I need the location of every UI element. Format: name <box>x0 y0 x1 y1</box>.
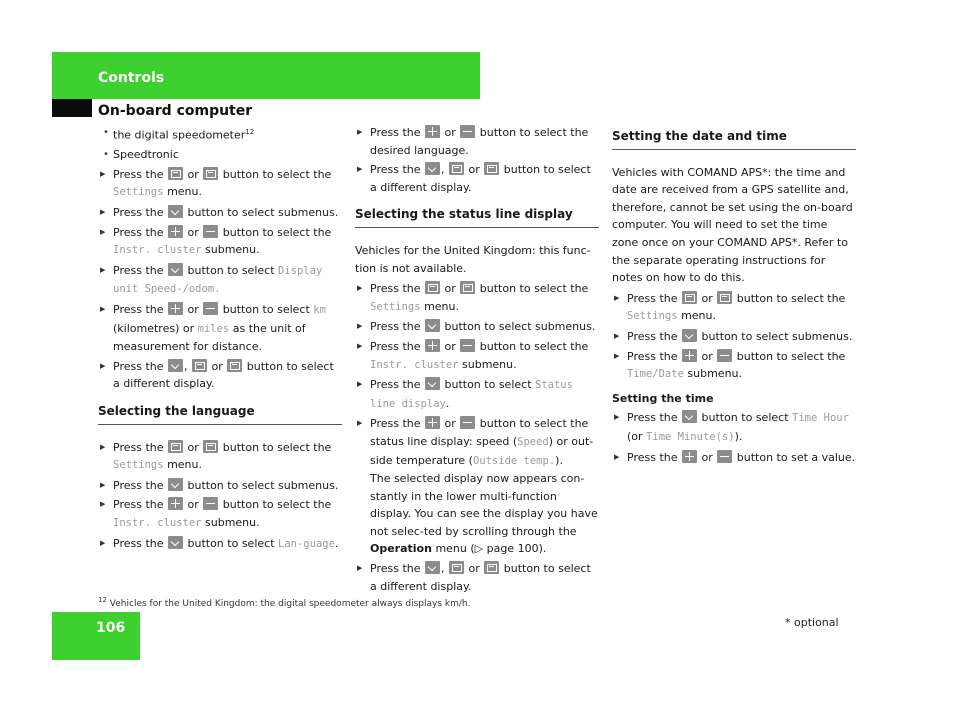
footnote-ref: 12 <box>245 128 255 136</box>
heading-status-line: Selecting the status line display <box>355 206 599 228</box>
screen-back-icon <box>449 162 464 175</box>
list-item: • the digital speedometer$^{12}$ <box>98 124 342 144</box>
step: ▶ Press the , or button to select a different display. <box>355 161 599 196</box>
minus-icon <box>460 125 475 138</box>
step: ▶ Press the or button to select the Settings menu. <box>98 166 342 202</box>
minus-icon <box>203 302 218 315</box>
plus-icon <box>168 497 183 510</box>
step: ▶ Press the or button to select the Settings menu. <box>612 290 856 326</box>
step: ▶ Press the or button to set a value. <box>612 449 856 467</box>
step: ▶ Press the button to select submenus. <box>612 328 856 346</box>
plus-icon <box>682 349 697 362</box>
step: ▶ Press the or button to select the Settings menu. <box>98 439 342 475</box>
plus-icon <box>425 339 440 352</box>
chevron-down-icon <box>168 263 183 276</box>
chevron-down-icon <box>425 319 440 332</box>
screen-back-icon <box>449 561 464 574</box>
step: ▶ Press the button to select Status line display. <box>355 376 599 413</box>
chevron-down-icon <box>682 329 697 342</box>
column-2 <box>355 124 599 597</box>
page-number: 106 <box>96 620 126 636</box>
step: ▶ Press the button to select Lan-guage. <box>98 535 342 554</box>
screen-back-icon <box>425 281 440 294</box>
chevron-down-icon <box>168 478 183 491</box>
heading-selecting-language: Selecting the language <box>98 403 342 425</box>
intro-text: Vehicles with COMAND APS*: the time and date are received from a GPS satellite and, therefore, cannot be set using the on-board computer. You will need to set the time zone once on your COMAND APS*. Refer to the separate operating instructions for notes on how to do this. <box>612 165 853 285</box>
step: ▶ Press the button to select Time Hour (or Time Minute(s)). <box>612 409 856 446</box>
step: ▶ Press the or button to select the status line display: speed (Speed) or out-side temperature (Outside temp.). The selected display now appears con-stantly in the lower multi-function display. You can see the display you have not selec-ted by scrolling through the Operation menu (▷ page 100). <box>355 415 599 558</box>
minus-icon <box>203 497 218 510</box>
subheading-setting-time: Setting the time <box>612 391 714 405</box>
chevron-down-icon <box>425 377 440 390</box>
screen-back-icon <box>192 359 207 372</box>
plus-icon <box>682 450 697 463</box>
screen-back-icon <box>168 440 183 453</box>
intro-text: Vehicles for the United Kingdom: this func-tion is not available. <box>355 243 591 275</box>
screen-forward-icon <box>227 359 242 372</box>
step: ▶ Press the or button to select the Settings menu. <box>355 280 599 316</box>
step: ▶ Press the or button to select the Instr. cluster submenu. <box>98 224 342 260</box>
screen-forward-icon <box>484 561 499 574</box>
step: ▶ Press the or button to select km (kilometres) or miles as the unit of measurement for distance. <box>98 301 342 356</box>
screen-forward-icon <box>203 167 218 180</box>
plus-icon <box>425 125 440 138</box>
plus-icon <box>425 416 440 429</box>
plus-icon <box>168 302 183 315</box>
step: ▶ Press the or button to select the Instr. cluster submenu. <box>98 496 342 532</box>
section-marker <box>52 99 92 117</box>
chevron-down-icon <box>168 536 183 549</box>
step: ▶ Press the or button to select the Time/Date submenu. <box>612 348 856 384</box>
step: ▶ Press the button to select submenus. <box>98 204 342 222</box>
screen-forward-icon <box>484 162 499 175</box>
chevron-down-icon <box>168 205 183 218</box>
heading-date-time: Setting the date and time <box>612 128 856 150</box>
step: ▶ Press the button to select submenus. <box>355 318 599 336</box>
column-3 <box>612 124 856 468</box>
step: ▶ Press the button to select Display unit Speed-/odom. <box>98 262 342 299</box>
step: ▶ Press the , or button to select a different display. <box>355 560 599 595</box>
chevron-down-icon <box>168 359 183 372</box>
screen-forward-icon <box>717 291 732 304</box>
chevron-down-icon <box>425 561 440 574</box>
chevron-down-icon <box>425 162 440 175</box>
list-item: • Speedtronic <box>98 146 342 164</box>
minus-icon <box>717 349 732 362</box>
chevron-down-icon <box>682 410 697 423</box>
footnote: $^{12}$ Vehicles for the United Kingdom: the digital speedometer always displays km/h. <box>98 596 471 609</box>
minus-icon <box>460 416 475 429</box>
step: ▶ Press the button to select submenus. <box>98 477 342 495</box>
minus-icon <box>717 450 732 463</box>
minus-icon <box>203 225 218 238</box>
column-1 <box>98 124 342 555</box>
chapter-title: Controls <box>98 70 165 86</box>
plus-icon <box>168 225 183 238</box>
section-title: On-board computer <box>98 103 253 119</box>
minus-icon <box>460 339 475 352</box>
screen-forward-icon <box>203 440 218 453</box>
optional-note: * optional <box>785 616 839 629</box>
step: ▶ Press the or button to select the desired language. <box>355 124 599 159</box>
step: ▶ Press the , or button to select a different display. <box>98 358 342 393</box>
step: ▶ Press the or button to select the Instr. cluster submenu. <box>355 338 599 374</box>
screen-back-icon <box>682 291 697 304</box>
screen-forward-icon <box>460 281 475 294</box>
screen-back-icon <box>168 167 183 180</box>
